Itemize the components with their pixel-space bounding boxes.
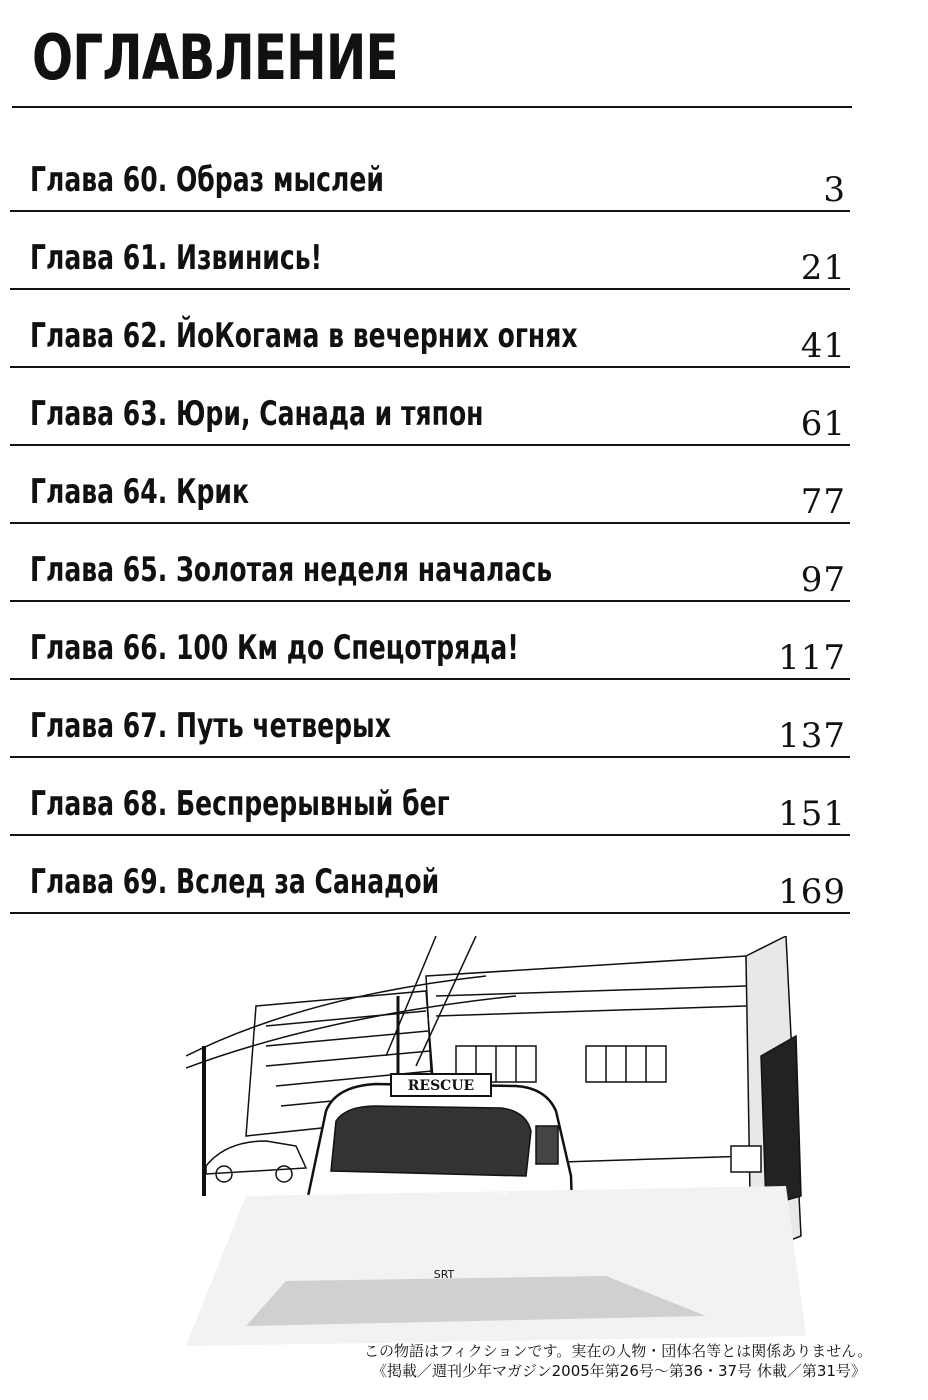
chapter-title: Глава 60. Образ мыслей	[30, 160, 385, 200]
chapter-title: Глава 67. Путь четверых	[30, 706, 391, 746]
toc-row[interactable]	[10, 212, 850, 290]
toc-row[interactable]	[10, 524, 850, 602]
chapter-title: Глава 64. Крик	[30, 472, 250, 512]
chapter-title: Глава 66. 100 Км до Спецотряда!	[30, 628, 519, 668]
page-number: 41	[800, 326, 846, 366]
toc-row[interactable]	[10, 134, 850, 212]
toc-row[interactable]	[10, 290, 850, 368]
rescue-sign-text: RESCUE	[407, 1078, 475, 1094]
chapter-title: Глава 69. Вслед за Санадой	[30, 862, 440, 902]
publication-info: 《掲載／週刊少年マガジン2005年第26号～第36・37号 休載／第31号》	[372, 1362, 866, 1380]
toc-row[interactable]	[10, 446, 850, 524]
chapter-title: Глава 63. Юри, Санада и тяпон	[30, 394, 484, 434]
page-number: 97	[800, 560, 846, 600]
chapter-title: Глава 68. Беспрерывный бег	[30, 784, 450, 824]
plate-text: SRT	[433, 1268, 455, 1281]
toc-row[interactable]	[10, 602, 850, 680]
toc-row[interactable]	[10, 758, 850, 836]
page-number: 21	[800, 248, 846, 288]
chapter-title: Глава 65. Золотая неделя началась	[30, 550, 553, 590]
page-number: 3	[823, 170, 846, 210]
chapter-title: Глава 61. Извинись!	[30, 238, 323, 278]
vehicle-number: 01	[494, 1184, 508, 1197]
page-number: 117	[778, 638, 846, 678]
page-number: 151	[778, 794, 846, 834]
ambulance-illustration	[186, 936, 816, 1356]
chapter-title: Глава 62. ЙоКогама в вечерних огнях	[30, 316, 578, 356]
page-number: 137	[778, 716, 846, 756]
page-number: 169	[778, 872, 846, 912]
page-title: ОГЛАВЛЕНИЕ	[32, 21, 398, 94]
toc-row[interactable]	[10, 368, 850, 446]
title-divider	[12, 106, 852, 108]
toc-row[interactable]	[10, 680, 850, 758]
page-number: 77	[800, 482, 846, 522]
disclaimer-text: この物語はフィクションです。実在の人物・団体名等とは関係ありません。	[364, 1342, 873, 1360]
row-divider	[10, 912, 850, 914]
page-number: 61	[800, 404, 846, 444]
toc-row[interactable]	[10, 836, 850, 914]
